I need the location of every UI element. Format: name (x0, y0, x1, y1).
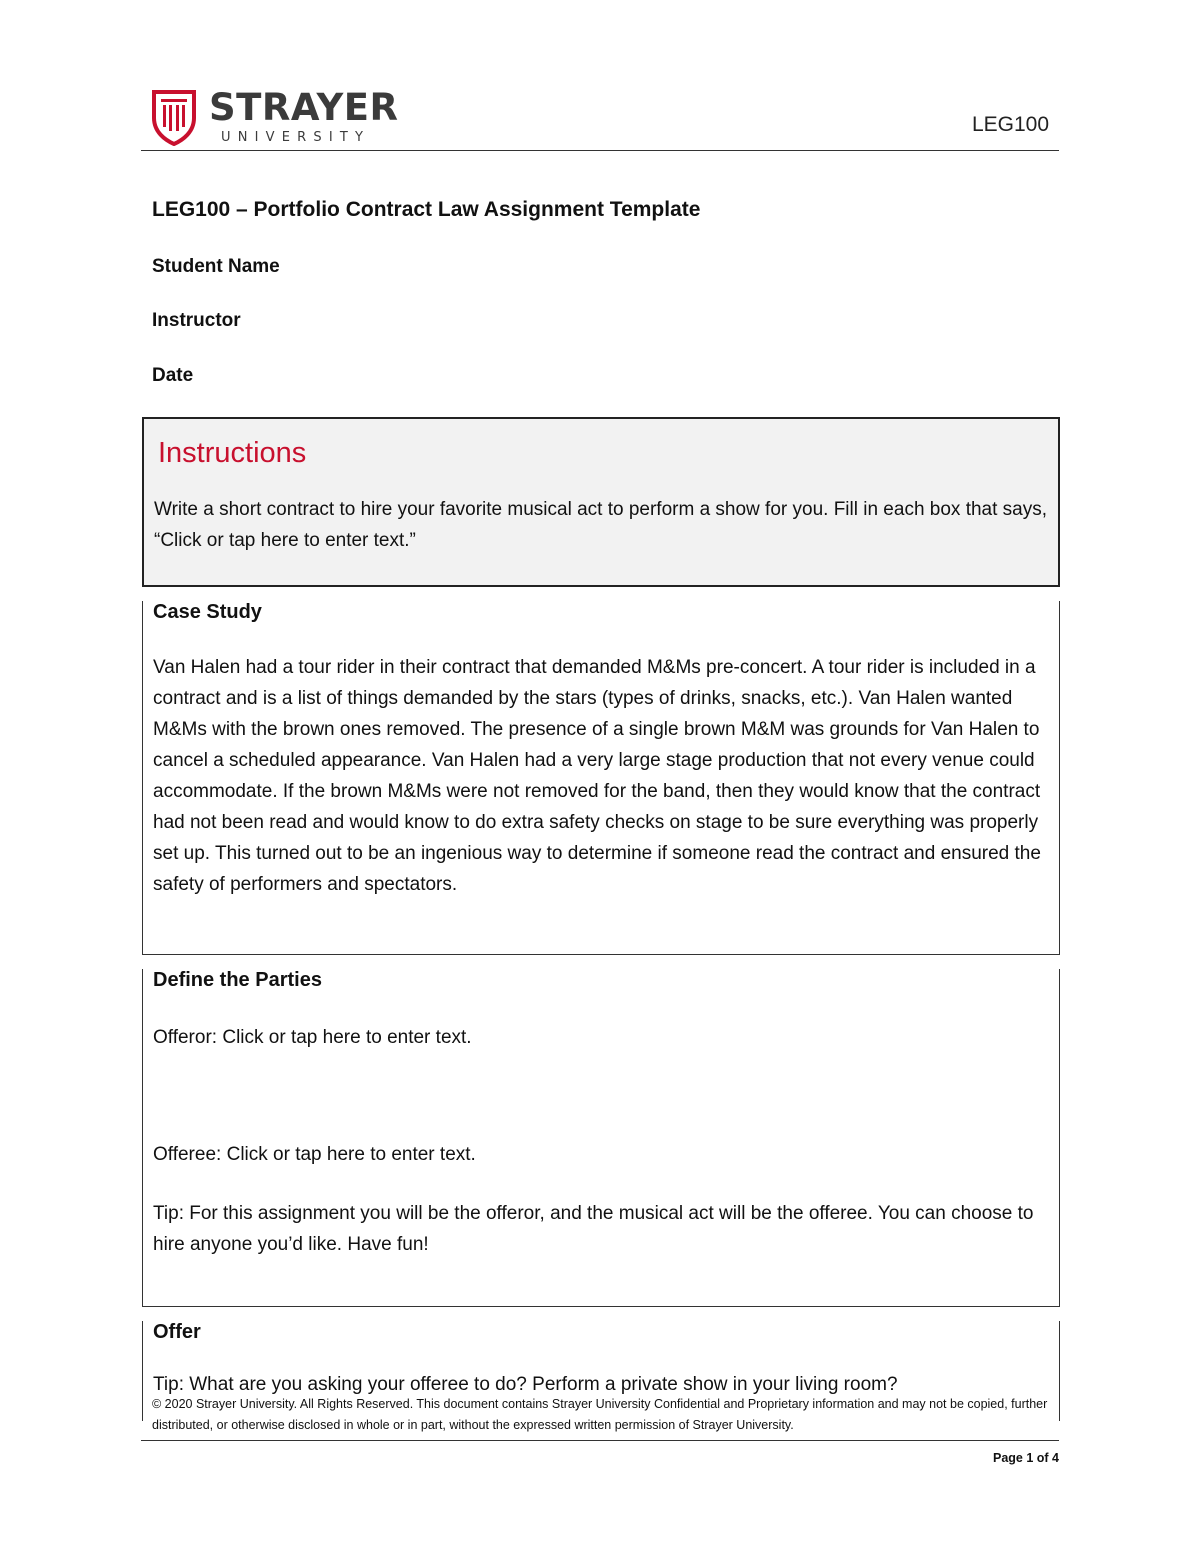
offeror-input[interactable]: Click or tap here to enter text. (222, 1027, 472, 1048)
offer-heading: Offer (153, 1321, 201, 1343)
case-study-heading: Case Study (153, 601, 262, 623)
offeree-label: Offeree: (153, 1144, 222, 1165)
assignment-table (142, 417, 1060, 1421)
shield-icon (151, 88, 197, 146)
offeree-line (153, 1139, 1049, 1170)
course-code: LEG100 (971, 113, 1049, 136)
logo-wordmark: STRAYER (209, 86, 399, 129)
page-number: Page 1 of 4 (993, 1451, 1059, 1465)
date-label[interactable]: Date (152, 365, 194, 386)
case-study-text: Van Halen had a tour rider in their contract that demanded M&Ms pre-concert. A tour rider is included in a contract and is a list of things demanded by the stars (types of drinks, snacks, etc.). Van Halen wanted M&Ms with the brown ones removed. The presence of a single brown M&M was grounds for Van Halen to cancel a scheduled appearance. Van Halen had a very large stage production that not every venue could accommodate. If the brown M&Ms were not removed for the band, then they would know that the contract had not been read and would know to do extra safety checks on stage to be sure everything was properly set up. This turned out to be an ingenious way to determine if someone read the contract and ensured the safety of performers and spectators. (153, 657, 1041, 895)
instructions-heading: Instructions (158, 437, 307, 469)
logo-subtitle: UNIVERSITY (221, 130, 371, 145)
parties-section (142, 969, 1060, 1307)
student-name-label[interactable]: Student Name (152, 256, 280, 277)
strayer-logo (151, 88, 401, 148)
case-study-section (142, 601, 1060, 955)
parties-tip: Tip: For this assignment you will be the offeror, and the musical act will be the offeree. You can choose to hire anyone you’d like. Have fun! (153, 1203, 1034, 1255)
page-title: LEG100 – Portfolio Contract Law Assignment Template (152, 198, 701, 221)
parties-heading: Define the Parties (153, 969, 322, 991)
offer-tip: Tip: What are you asking your offeree to do? Perform a private show in your living room? (153, 1374, 898, 1395)
offeror-line (153, 1022, 1049, 1053)
offeror-label: Offeror: (153, 1027, 218, 1048)
instructions-text: Write a short contract to hire your favorite musical act to perform a show for you. Fill in each box that says, “Click or tap here to enter text.” (154, 499, 1048, 551)
offeree-input[interactable]: Click or tap here to enter text. (226, 1144, 476, 1165)
footer-divider (141, 1440, 1059, 1441)
copyright-notice: © 2020 Strayer University. All Rights Reserved. This document contains Strayer University Confidential and Proprietary information and may not be copied, further distributed, or otherwise disclosed in whole or in part, without the expressed written permission of Strayer University. (152, 1397, 1048, 1432)
page-header (141, 84, 1059, 151)
instructions-section (142, 417, 1060, 587)
instructor-label[interactable]: Instructor (152, 310, 241, 331)
